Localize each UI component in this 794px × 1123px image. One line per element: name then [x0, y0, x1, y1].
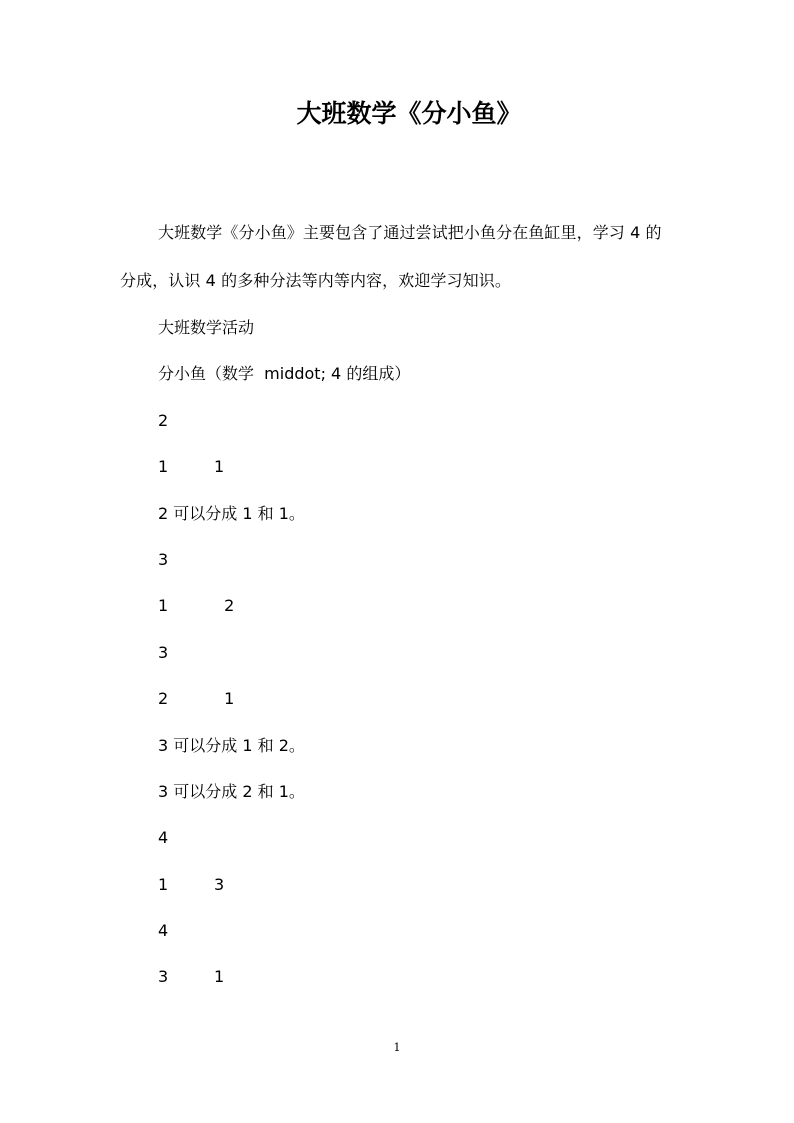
content-line: 3 [158, 549, 169, 569]
content-line: 1 2 [158, 596, 235, 616]
content-line: 4 [158, 828, 169, 848]
content-line: 大班数学活动 [158, 318, 255, 337]
content-line: 分小鱼（数学 middot; 4 的组成） [158, 364, 411, 384]
content-line: 1 3 [158, 874, 225, 894]
content-line: 1 1 [158, 457, 225, 477]
intro-paragraph: 大班数学《分小鱼》主要包含了通过尝试把小鱼分在鱼缸里，学习 4 的分成，认识 4 的多种分法等内等内容，欢迎学习知识。 [120, 223, 662, 290]
content-line: 4 [158, 921, 169, 941]
content-lines [120, 305, 676, 1001]
content-line: 2 可以分成 1 和 1。 [158, 503, 305, 523]
document-title: 大班数学《分小鱼》 [296, 99, 522, 128]
document-body [120, 209, 676, 1001]
page-number: 1 [393, 1041, 401, 1054]
content-line: 3 [158, 642, 169, 662]
content-line: 2 [158, 410, 169, 430]
content-line: 3 可以分成 1 和 2。 [158, 735, 305, 755]
content-line: 3 1 [158, 967, 225, 987]
content-line: 2 1 [158, 689, 235, 709]
content-line: 3 可以分成 2 和 1。 [158, 781, 305, 801]
